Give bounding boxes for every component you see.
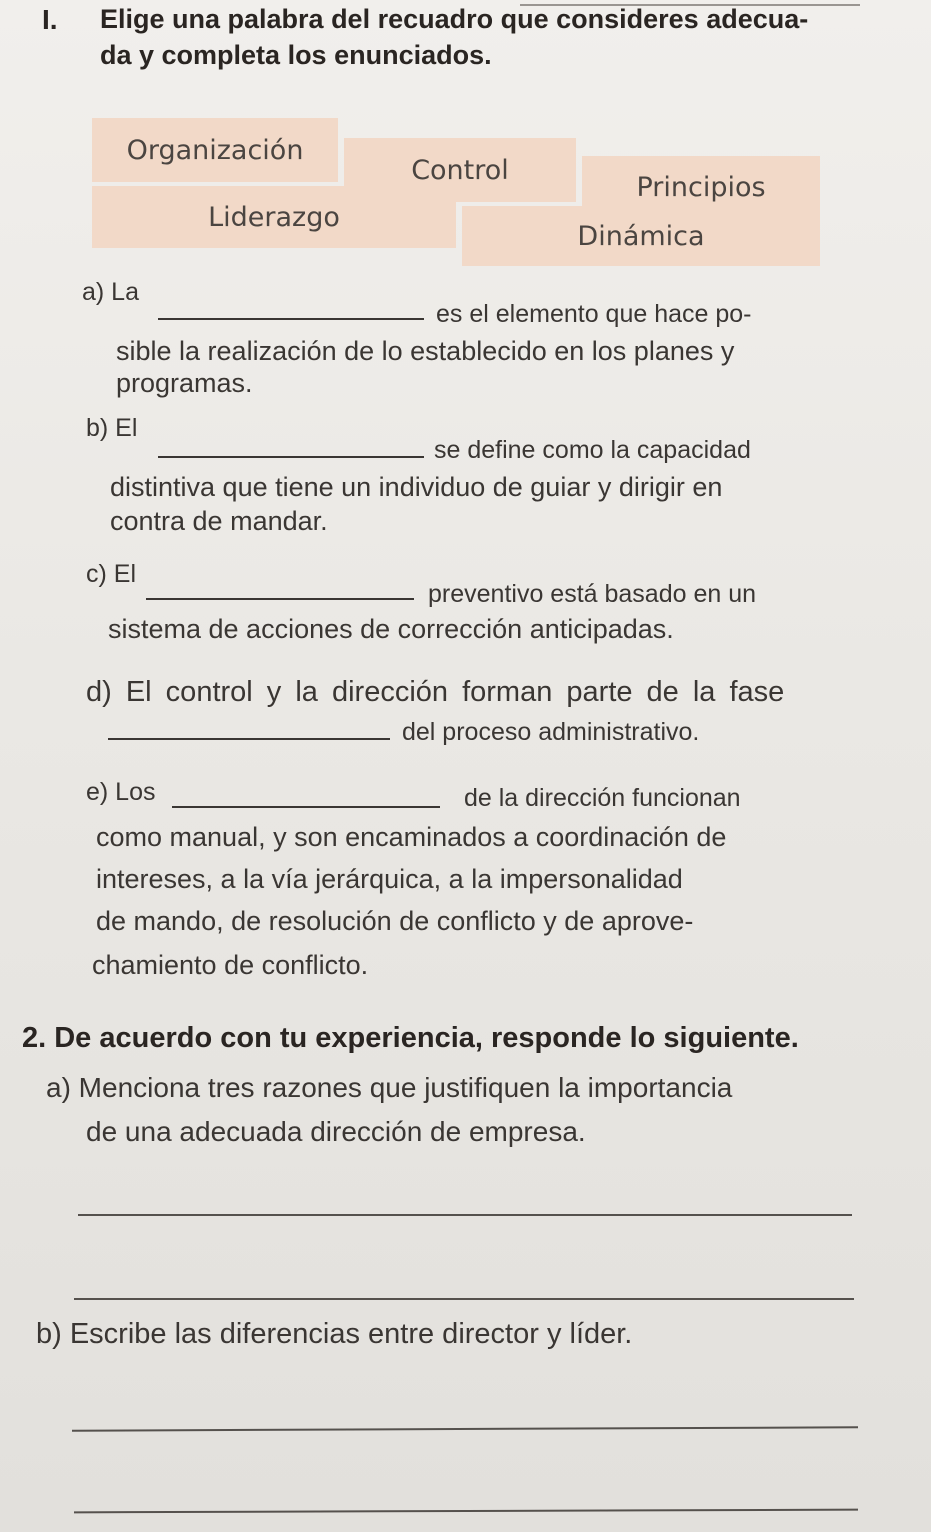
item-e-line-2: como manual, y son encaminados a coordinación de — [96, 822, 727, 852]
item-a-label: a) La — [82, 278, 139, 306]
item-a-line-3: programas. — [116, 368, 253, 398]
item-c-line-2: sistema de acciones de corrección anticipadas. — [108, 614, 674, 644]
item-e-line-5: chamiento de conflicto. — [92, 950, 369, 980]
exercise-2-a-answer-line-1[interactable] — [78, 1214, 852, 1216]
exercise-2-a-line-2: de una adecuada dirección de empresa. — [86, 1116, 586, 1147]
exercise-1-number: I. — [42, 4, 58, 35]
item-b-line-2: distintiva que tiene un individuo de guiar y dirigir en — [110, 472, 723, 502]
item-c-label: c) El — [86, 560, 136, 588]
word-box — [92, 118, 820, 266]
item-a-blank[interactable] — [158, 318, 424, 320]
exercise-2-a-line-1: a) Menciona tres razones que justifiquen la importancia — [46, 1072, 733, 1103]
item-c-text: preventivo está basado en un — [428, 580, 757, 608]
item-b-label: b) El — [86, 414, 138, 442]
item-d-text: del proceso administrativo. — [402, 718, 700, 746]
exercise-2-b-line-1: b) Escribe las diferencias entre director y líder. — [36, 1318, 633, 1350]
item-e-line-3: intereses, a la vía jerárquica, a la impersonalidad — [96, 864, 683, 894]
exercise-1-instruction-line-2: da y completa los enunciados. — [100, 40, 492, 70]
item-b-line-3: contra de mandar. — [110, 506, 328, 536]
item-b-text: se define como la capacidad — [434, 436, 751, 464]
item-a-text: es el elemento que hace po- — [436, 300, 752, 328]
exercise-2-a-answer-line-2[interactable] — [74, 1298, 854, 1300]
exercise-2-heading: 2. De acuerdo con tu experiencia, responde lo siguiente. — [22, 1022, 799, 1054]
item-e-label: e) Los — [86, 778, 156, 806]
item-d-line-1: d) El control y la dirección forman parte de la fase — [86, 676, 785, 708]
item-e-blank[interactable] — [172, 806, 440, 808]
item-b-blank[interactable] — [158, 456, 424, 458]
item-e-line-4: de mando, de resolución de conflicto y de aprove- — [96, 906, 694, 936]
exercise-2-b-answer-line-1[interactable] — [72, 1426, 858, 1431]
word-control: Control — [344, 138, 576, 202]
exercise-2-b-answer-line-2[interactable] — [74, 1509, 858, 1514]
item-e-text: de la dirección funcionan — [464, 784, 741, 812]
exercise-1-instruction-line-1: Elige una palabra del recuadro que consideres adecua- — [100, 4, 809, 34]
item-a-line-2: sible la realización de lo establecido en los planes y — [116, 336, 735, 366]
word-organizacion: Organización — [92, 118, 338, 182]
item-c-blank[interactable] — [146, 598, 414, 600]
word-principios: Principios — [582, 156, 820, 218]
word-dinamica: Dinámica — [462, 206, 820, 266]
word-liderazgo: Liderazgo — [92, 186, 456, 248]
item-d-blank[interactable] — [108, 738, 390, 740]
